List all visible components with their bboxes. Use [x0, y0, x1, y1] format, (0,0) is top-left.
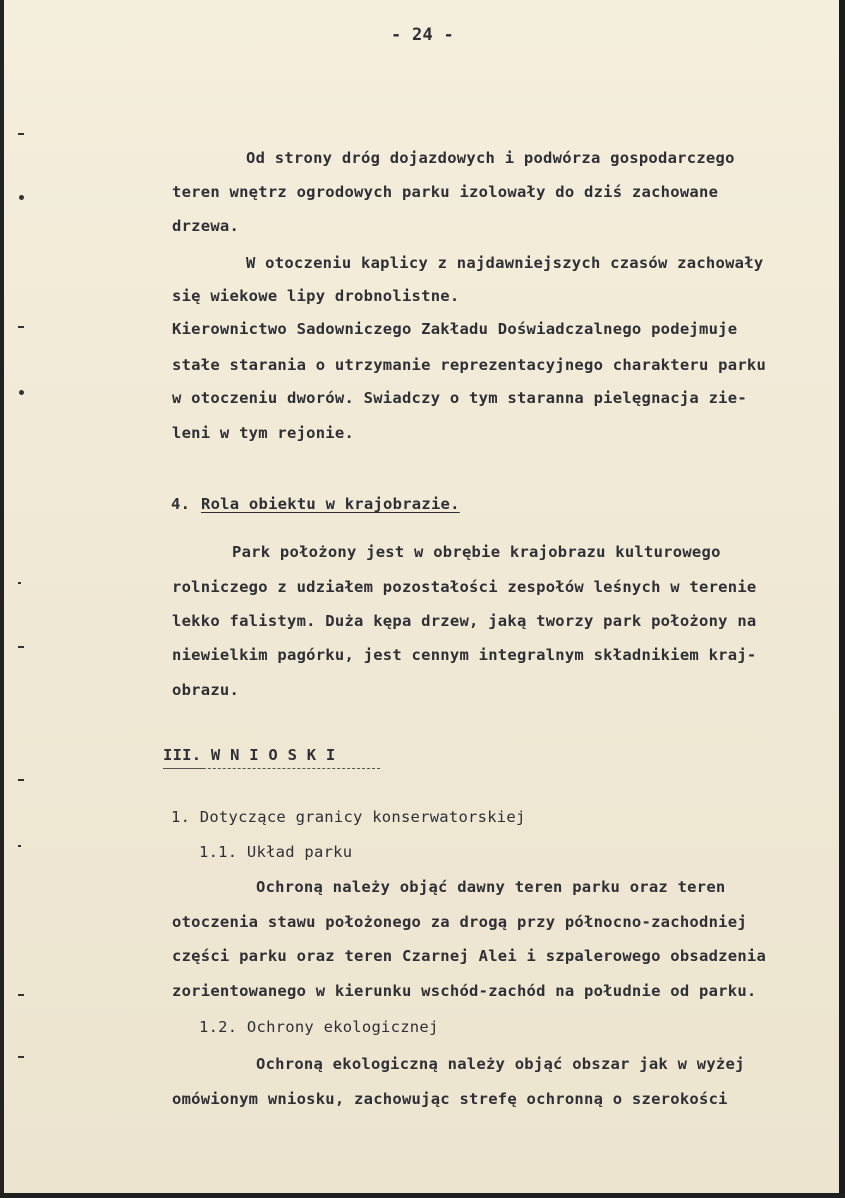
text-line: Kierownictwo Sadowniczego Zakładu Doświadczalnego podejmuje — [172, 320, 738, 338]
section-number: 4. — [171, 495, 191, 513]
text-line: obrazu. — [172, 681, 240, 699]
text-line: w otoczeniu dworów. Swiadczy o tym staranna pielęgnacja zie- — [172, 389, 747, 407]
text-line: niewielkim pagórku, jest cennym integralnym składnikiem kraj- — [172, 646, 757, 664]
margin-mark — [18, 779, 24, 781]
text-line: się wiekowe lipy drobnolistne. — [172, 287, 460, 305]
section-heading: Rola obiektu w krajobrazie. — [201, 495, 460, 513]
margin-mark — [18, 994, 24, 996]
text-line: teren wnętrz ogrodowych parku izolowały do dziś zachowane — [172, 183, 719, 201]
text-line: Park położony jest w obrębie krajobrazu kulturowego — [232, 543, 721, 561]
text-line: części parku oraz teren Czarnej Alei i szpalerowego obsadzenia — [172, 947, 767, 965]
list-item: 1.1. Układ parku — [199, 843, 353, 861]
margin-dot — [19, 390, 24, 395]
text-line: W otoczeniu kaplicy z najdawniejszych czasów zachowały — [246, 254, 764, 272]
list-item: 1. Dotyczące granicy konserwatorskiej — [171, 808, 526, 826]
text-line: zorientowanego w kierunku wschód-zachód na południe od parku. — [172, 982, 757, 1000]
heading-underline-dashed — [163, 768, 380, 769]
text-line: rolniczego z udziałem pozostałości zespołów leśnych w terenie — [172, 578, 757, 596]
text-line: omówionym wniosku, zachowując strefę ochronną o szerokości — [172, 1090, 728, 1108]
text-line: lekko falistym. Duża kępa drzew, jaką tworzy park położony na — [172, 612, 757, 630]
margin-dot — [19, 195, 24, 200]
text-line: otoczenia stawu położonego za drogą przy północno-zachodniej — [172, 913, 747, 931]
margin-mark — [18, 1056, 24, 1058]
section-heading: III. W N I O S K I — [163, 746, 336, 764]
text-line: stałe starania o utrzymanie reprezentacyjnego charakteru parku — [172, 356, 767, 374]
scan-border-left — [0, 0, 4, 1198]
margin-mark — [18, 646, 24, 648]
margin-mark — [18, 582, 21, 584]
list-item: 1.2. Ochrony ekologicznej — [199, 1018, 439, 1036]
margin-mark — [18, 133, 24, 135]
text-line: Ochroną ekologiczną należy objąć obszar jak w wyżej — [256, 1055, 745, 1073]
page-number: - 24 - — [391, 25, 454, 45]
text-line: drzewa. — [172, 217, 240, 235]
text-line: Ochroną należy objąć dawny teren parku oraz teren — [256, 878, 726, 896]
text-line: leni w tym rejonie. — [172, 424, 355, 442]
margin-mark — [18, 326, 24, 328]
text-line: Od strony dróg dojazdowych i podwórza gospodarczego — [246, 149, 735, 167]
margin-mark — [18, 845, 21, 847]
scan-border-bottom — [0, 1193, 845, 1198]
scan-border-right — [839, 0, 845, 1198]
